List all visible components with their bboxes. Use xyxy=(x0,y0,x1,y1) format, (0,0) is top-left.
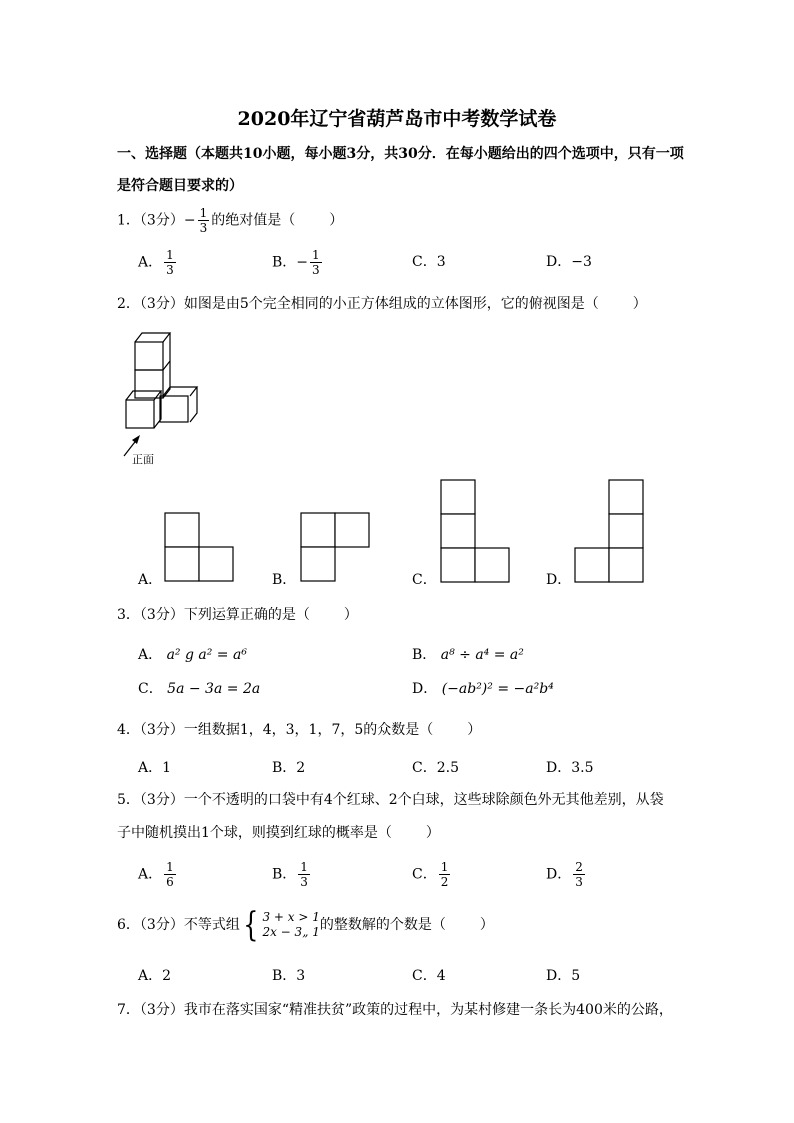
question-2 xyxy=(117,294,647,314)
q6-option-c[interactable]: C．4 xyxy=(412,968,446,984)
q2-option-d-figure[interactable] xyxy=(574,479,646,583)
q5-option-a[interactable] xyxy=(138,860,178,889)
q2-option-c-figure[interactable] xyxy=(440,479,512,583)
q6-tail: 的整数解的个数是（ xyxy=(319,917,446,933)
q6-row-1: 3 + x > 1 xyxy=(262,910,320,924)
q1-option-a[interactable] xyxy=(138,248,178,277)
q1-number: 1．（3分） xyxy=(117,212,184,229)
q3-b-label: B． xyxy=(412,647,437,663)
q3-b-expr: a⁸ ÷ a⁴ = a² xyxy=(440,647,524,663)
q2-close: ） xyxy=(632,296,647,312)
q5-option-d[interactable] xyxy=(546,860,587,889)
q3-option-a[interactable] xyxy=(138,645,247,665)
q5-a-frac xyxy=(164,860,176,889)
q2-option-d-label[interactable]: D． xyxy=(546,572,572,588)
q4-option-d[interactable]: D．3.5 xyxy=(546,760,594,776)
q6-inequality-system: { 3 + x > 1 2x − 3„ 1 xyxy=(243,905,320,945)
q6-option-a[interactable]: A．2 xyxy=(138,968,172,984)
q5-d-label: D． xyxy=(546,866,572,883)
q3-c-expr: 5a − 3a = 2a xyxy=(167,681,261,697)
q1-option-d[interactable]: D．−3 xyxy=(546,254,592,270)
q1-tail: 的绝对值是（ xyxy=(211,212,296,229)
q2-option-b-figure[interactable] xyxy=(300,512,372,582)
question-4 xyxy=(117,720,481,740)
q1-b-den: 3 xyxy=(312,263,320,277)
q5-a-label: A． xyxy=(138,866,163,883)
q3-a-label: A． xyxy=(138,647,163,663)
q5-d-num: 2 xyxy=(575,860,583,874)
q2-option-a-figure[interactable] xyxy=(164,512,236,582)
q1-option-b[interactable] xyxy=(272,248,324,277)
q5-a-num: 1 xyxy=(166,860,174,874)
q5-close: ） xyxy=(425,825,440,841)
q2-front-label: 正面 xyxy=(132,453,154,466)
q4-option-b[interactable]: B．2 xyxy=(272,760,306,776)
q5-c-label: C． xyxy=(412,866,437,883)
q5-c-frac xyxy=(439,860,451,889)
q6-option-b[interactable]: B．3 xyxy=(272,968,306,984)
question-3 xyxy=(117,605,358,625)
q6-close: ） xyxy=(479,917,494,933)
q2-option-a-label[interactable]: A． xyxy=(138,572,163,588)
q5-a-den: 6 xyxy=(166,875,174,889)
q1-b-num: 1 xyxy=(312,248,320,262)
question-7: 7．（3分）我市在落实国家“精准扶贫”政策的过程中，为某村修建一条长为400米的公路， xyxy=(117,1002,673,1018)
q4-option-c[interactable]: C．2.5 xyxy=(412,760,459,776)
q6-row-2: 2x − 3„ 1 xyxy=(262,925,320,939)
q5-b-den: 3 xyxy=(300,875,308,889)
q1-option-c[interactable]: C．3 xyxy=(412,254,446,270)
q2-option-b-label[interactable]: B． xyxy=(272,572,297,588)
q5-d-den: 3 xyxy=(575,875,583,889)
cube-face-top xyxy=(135,342,163,370)
q3-option-b[interactable] xyxy=(412,645,524,665)
q3-d-expr: (−ab²)² = −a²b⁴ xyxy=(441,681,554,697)
q2-cube-figure xyxy=(118,328,208,468)
q3-c-label: C． xyxy=(138,681,163,697)
q1-fraction xyxy=(198,206,210,235)
q1-frac-num: 1 xyxy=(199,206,208,220)
q1-frac-den: 3 xyxy=(199,221,208,235)
question-5-line-2 xyxy=(117,823,440,843)
q1-minus: − xyxy=(183,212,196,229)
q2-text: 2．（3分）如图是由5个完全相同的小正方体组成的立体图形，它的俯视图是（ xyxy=(117,296,599,312)
q5-text-2: 子中随机摸出1个球，则摸到红球的概率是（ xyxy=(117,825,392,841)
q6-option-d[interactable]: D．5 xyxy=(546,968,581,984)
q6-text: 6．（3分）不等式组 xyxy=(117,917,240,933)
q4-close: ） xyxy=(467,722,482,738)
q3-option-d[interactable] xyxy=(412,679,554,699)
q5-b-num: 1 xyxy=(300,860,308,874)
q5-option-b[interactable] xyxy=(272,860,312,889)
exam-title: 2020年辽宁省葫芦岛市中考数学试卷 xyxy=(237,108,557,130)
q3-text: 3．（3分）下列运算正确的是（ xyxy=(117,607,310,623)
q3-option-c[interactable] xyxy=(138,679,260,699)
q1-b-frac xyxy=(310,248,322,277)
q5-b-label: B． xyxy=(272,866,297,883)
q2-option-c-label[interactable]: C． xyxy=(412,572,437,588)
q1-close: ） xyxy=(329,212,344,229)
q4-text: 4．（3分）一组数据1，4，3，1，7，5的众数是（ xyxy=(117,722,434,738)
q1-a-den: 3 xyxy=(166,263,174,277)
section-header: 一、选择题（本题共10小题，每小题3分，共30分．在每小题给出的四个选项中，只有一项是符合题目要求的） xyxy=(117,146,684,194)
q1-b-label: B．− xyxy=(272,254,309,271)
question-6 xyxy=(117,905,494,945)
q5-c-den: 2 xyxy=(440,875,449,889)
q5-b-frac xyxy=(298,860,310,889)
q3-a-expr: a² g a² = a⁶ xyxy=(166,647,247,663)
q5-option-c[interactable] xyxy=(412,860,452,889)
q1-a-label: A． xyxy=(138,254,163,271)
q3-d-label: D． xyxy=(412,681,438,697)
question-1 xyxy=(117,206,343,235)
q5-c-num: 1 xyxy=(440,860,449,874)
q5-d-frac xyxy=(573,860,585,889)
question-5-line-1: 5．（3分）一个不透明的口袋中有4个红球、2个白球，这些球除颜色外无其他差别，从袋 xyxy=(117,792,664,808)
q1-a-frac xyxy=(164,248,176,277)
q3-close: ） xyxy=(343,607,358,623)
q1-a-num: 1 xyxy=(166,248,174,262)
q4-option-a[interactable]: A．1 xyxy=(138,760,172,776)
